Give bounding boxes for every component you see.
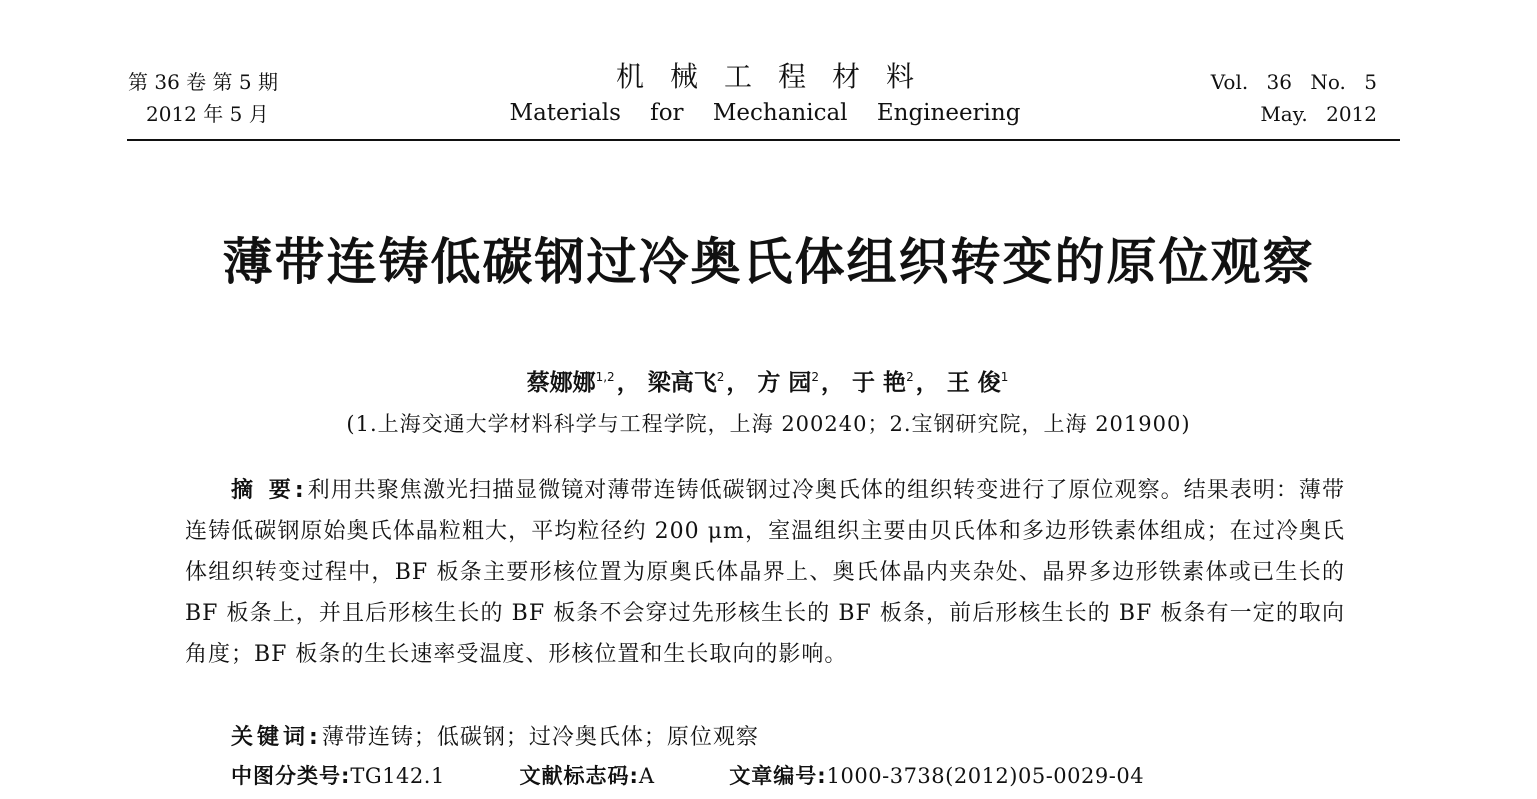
issue-date-cn: 2012 年 5 月 [146,102,269,126]
author-separator: ， [616,370,640,396]
author-list [0,364,1537,397]
author-affiliation-mark: 1 [1000,370,1009,384]
document-code-label: 文献标志码: [519,764,639,788]
author-affiliation-mark: 2 [811,370,820,384]
journal-name-en: Materials for Mechanical Engineering [509,100,1021,126]
volume-issue: 第 36 卷 第 5 期 [128,70,278,94]
document-code [520,764,655,788]
article-number [729,764,1144,788]
keywords-text: 薄带连铸；低碳钢；过冷奥氏体；原位观察 [321,725,759,750]
keywords-label: 关键词: [231,725,322,750]
clc-number [231,764,445,788]
author-name: 王 俊 [946,370,1001,396]
author-separator: ， [821,370,845,396]
author-separator: ， [915,370,939,396]
author-affiliation-mark: 2 [716,370,725,384]
journal-name-cn: 机械工程材料 [615,60,940,93]
article-number-value: 1000-3738(2012)05-0029-04 [826,764,1145,788]
volume-number-en: Vol. 36 No. 5 [1210,70,1377,94]
document-code-value: A [638,764,655,788]
author-name: 梁高飞 [647,370,717,396]
author-name: 蔡娜娜 [526,370,596,396]
article-number-label: 文章编号: [729,764,827,788]
header-left [128,66,278,130]
clc-value: TG142.1 [350,764,445,788]
abstract [185,470,1345,675]
journal-header [0,0,1537,145]
header-center [500,58,1030,130]
issue-date-en: May. 2012 [1260,102,1377,126]
header-right [1211,66,1377,130]
author-affiliation-mark: 1,2 [595,370,615,384]
classification-line [231,760,1212,790]
author-name: 方 园 [757,370,812,396]
clc-label: 中图分类号: [231,764,351,788]
author-separator: ， [726,370,750,396]
abstract-label: 摘 要: [231,478,308,503]
author-affiliation-mark: 2 [906,370,914,384]
affiliations: (1.上海交通大学材料科学与工程学院，上海 200240；2.宝钢研究院，上海 201900) [346,412,1191,436]
header-rule [127,139,1400,141]
keywords [231,720,759,751]
author-name: 于 艳 [852,370,907,396]
paper-title: 薄带连铸低碳钢过冷奥氏体组织转变的原位观察 [222,233,1315,291]
abstract-text: 利用共聚焦激光扫描显微镜对薄带连铸低碳钢过冷奥氏体的组织转变进行了原位观察。结果表明：薄带连铸低碳钢原始奥氏体晶粒粗大，平均粒径约 200 μm，室温组织主要由贝氏体和多边形铁素体组成；在过冷奥氏体组织转变过程中，BF 板条主要形核位置为原奥氏体晶界上、奥氏体晶内夹杂处、晶界多边形铁素体或已生长的 BF 板条上，并且后形核生长的 BF 板条不会穿过先形核生长的 BF 板条，前后形核生长的 BF 板条有一定的取向角度；BF 板条的生长速率受温度、形核位置和生长取向的影响。 [185,478,1345,667]
